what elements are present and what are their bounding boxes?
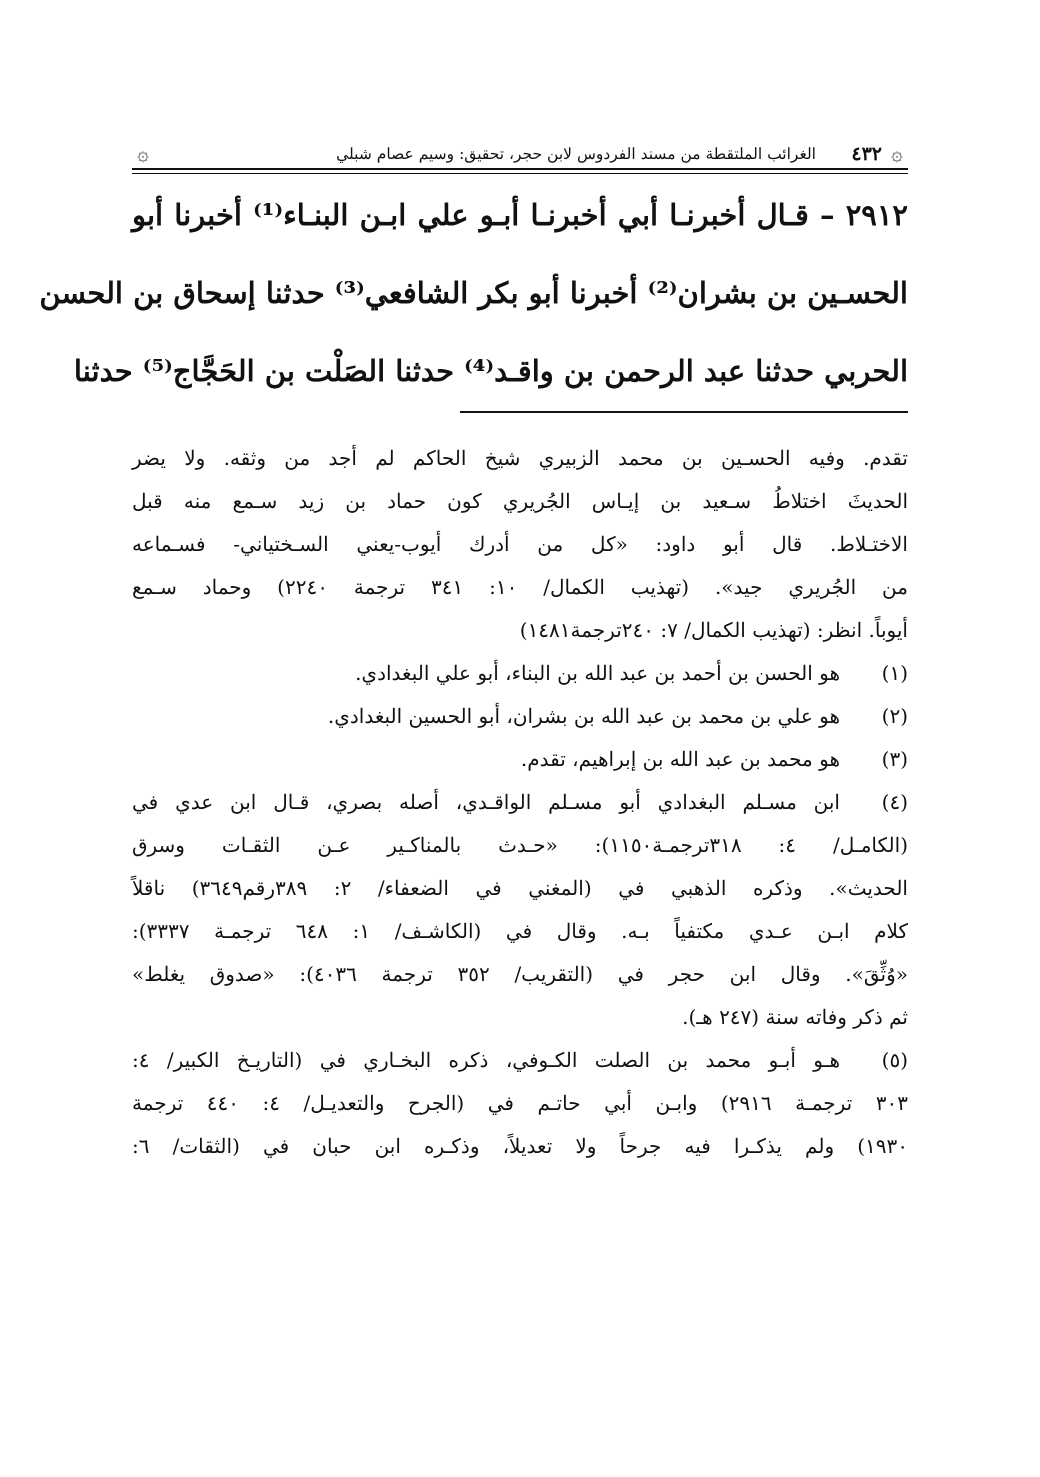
footnote-continuation-line: من الجُريري جيد». (تهذيب الكمال/ ١٠: ٣٤١ ترجمة ٢٢٤٠) وحماد سـمع xyxy=(132,575,908,599)
footnote-continuation-line: الاختـلاط. قال أبو داود: «كل من أدرك أيوب-يعني السـختياني- فسـماعه xyxy=(132,532,908,556)
footnote-1 xyxy=(132,652,908,695)
main-text-line: الحسـين بن بشران⁽²⁾ أخبرنا أبو بكر الشافعي⁽³⁾ حدثنا إسحاق بن الحسن xyxy=(39,276,908,310)
footnote-text-line: ابن مسـلم البغدادي أبو مسـلم الواقـدي، أصله بصري، قـال ابن عدي في xyxy=(132,790,840,814)
footnote-text-line: «وُثِّقَ». وقال ابن حجر في (التقريب/ ٣٥٢ ترجمة ٤٠٣٦): «صدوق يغلط» xyxy=(132,962,908,986)
footnote-5 xyxy=(132,1039,908,1168)
footnote-3 xyxy=(132,738,908,781)
footnote-text-line: هو الحسن بن أحمد بن عبد الله بن البناء، أبو علي البغدادي. xyxy=(355,661,840,685)
footnote-number: (٥) xyxy=(881,1048,908,1072)
footnote-number: (١) xyxy=(881,661,908,685)
footnote-continuation-line: تقدم. وفيه الحسـين بن محمد الزبيري شيخ الحاكم لم أجد من وثقه. ولا يضر xyxy=(132,446,908,470)
main-text xyxy=(39,176,908,410)
footnote-text-line: هو محمد بن عبد الله بن إبراهيم، تقدم. xyxy=(520,747,840,771)
footnote-text-line: ثم ذكر وفاته سنة (٢٤٧ هـ). xyxy=(682,1005,908,1029)
footnote-number: (٤) xyxy=(881,790,908,814)
header-rule-thin xyxy=(132,173,908,174)
footnote-number: (٢) xyxy=(881,704,908,728)
footnote-text-line: هو علي بن محمد بن عبد الله بن بشران، أبو الحسين البغدادي. xyxy=(327,704,840,728)
running-title: الغرائب الملتقطة من مسند الفردوس لابن حجر، تحقيق: وسيم عصام شبلي xyxy=(336,145,816,163)
ornament-right-icon: ۞ xyxy=(891,141,903,165)
page-number: ٤٣٢ xyxy=(851,143,882,165)
page-header xyxy=(132,140,908,172)
footnote-separator xyxy=(460,411,908,413)
footnote-text-line: الحديث». وذكره الذهبي في (المغني في الضعفاء/ ٢: ٣٨٩رقم٣٦٤٩) ناقلاً xyxy=(132,876,908,900)
footnotes-section xyxy=(132,437,908,1168)
footnote-continuation-line: أيوباً. انظر: (تهذيب الكمال/ ٧: ٢٤٠ترجمة١٤٨١) xyxy=(519,618,908,642)
footnote-2 xyxy=(132,695,908,738)
footnote-number: (٣) xyxy=(881,747,908,771)
footnote-continuation-line: الحديثَ اختلاطُ سـعيد بن إيـاس الجُريري كون حماد بن زيد سـمع منه قبل xyxy=(132,489,908,513)
ornament-left-icon: ۞ xyxy=(137,141,149,165)
main-text-line: ٢٩١٢ – قـال أخبرنـا أبي أخبرنـا أبـو علي ابـن البنـاء⁽¹⁾ أخبرنا أبو xyxy=(132,198,908,232)
footnote-4 xyxy=(132,781,908,1039)
footnote-text-line: كلام ابـن عـدي مكتفياً بـه. وقال في (الكاشـف/ ١: ٦٤٨ ترجمـة ٣٣٣٧): xyxy=(132,919,909,943)
main-text-line: الحربي حدثنا عبد الرحمن بن واقـد⁽⁴⁾ حدثنا الصَلْت بن الحَجَّاج⁽⁵⁾ حدثنا xyxy=(73,354,908,388)
header-rule xyxy=(132,168,908,170)
footnote-text-line: ٣٠٣ ترجمـة ٢٩١٦) وابـن أبي حاتـم في (الجرح والتعديـل/ ٤: ٤٤٠ ترجمة xyxy=(132,1091,909,1115)
footnote-text-line: هـو أبـو محمد بن الصلت الكـوفي، ذكره البخـاري في (التاريـخ الكبير/ ٤: xyxy=(132,1048,840,1072)
footnote-text-line: (الكامـل/ ٤: ٣١٨ترجمـة١١٥٠): «حـدث بالمناكـير عـن الثقـات وسرق xyxy=(132,833,908,857)
footnote-text-line: ١٩٣٠) ولم يذكـرا فيه جرحاً ولا تعديلاً، وذكـره ابن حبان في (الثقات/ ٦: xyxy=(132,1134,908,1158)
